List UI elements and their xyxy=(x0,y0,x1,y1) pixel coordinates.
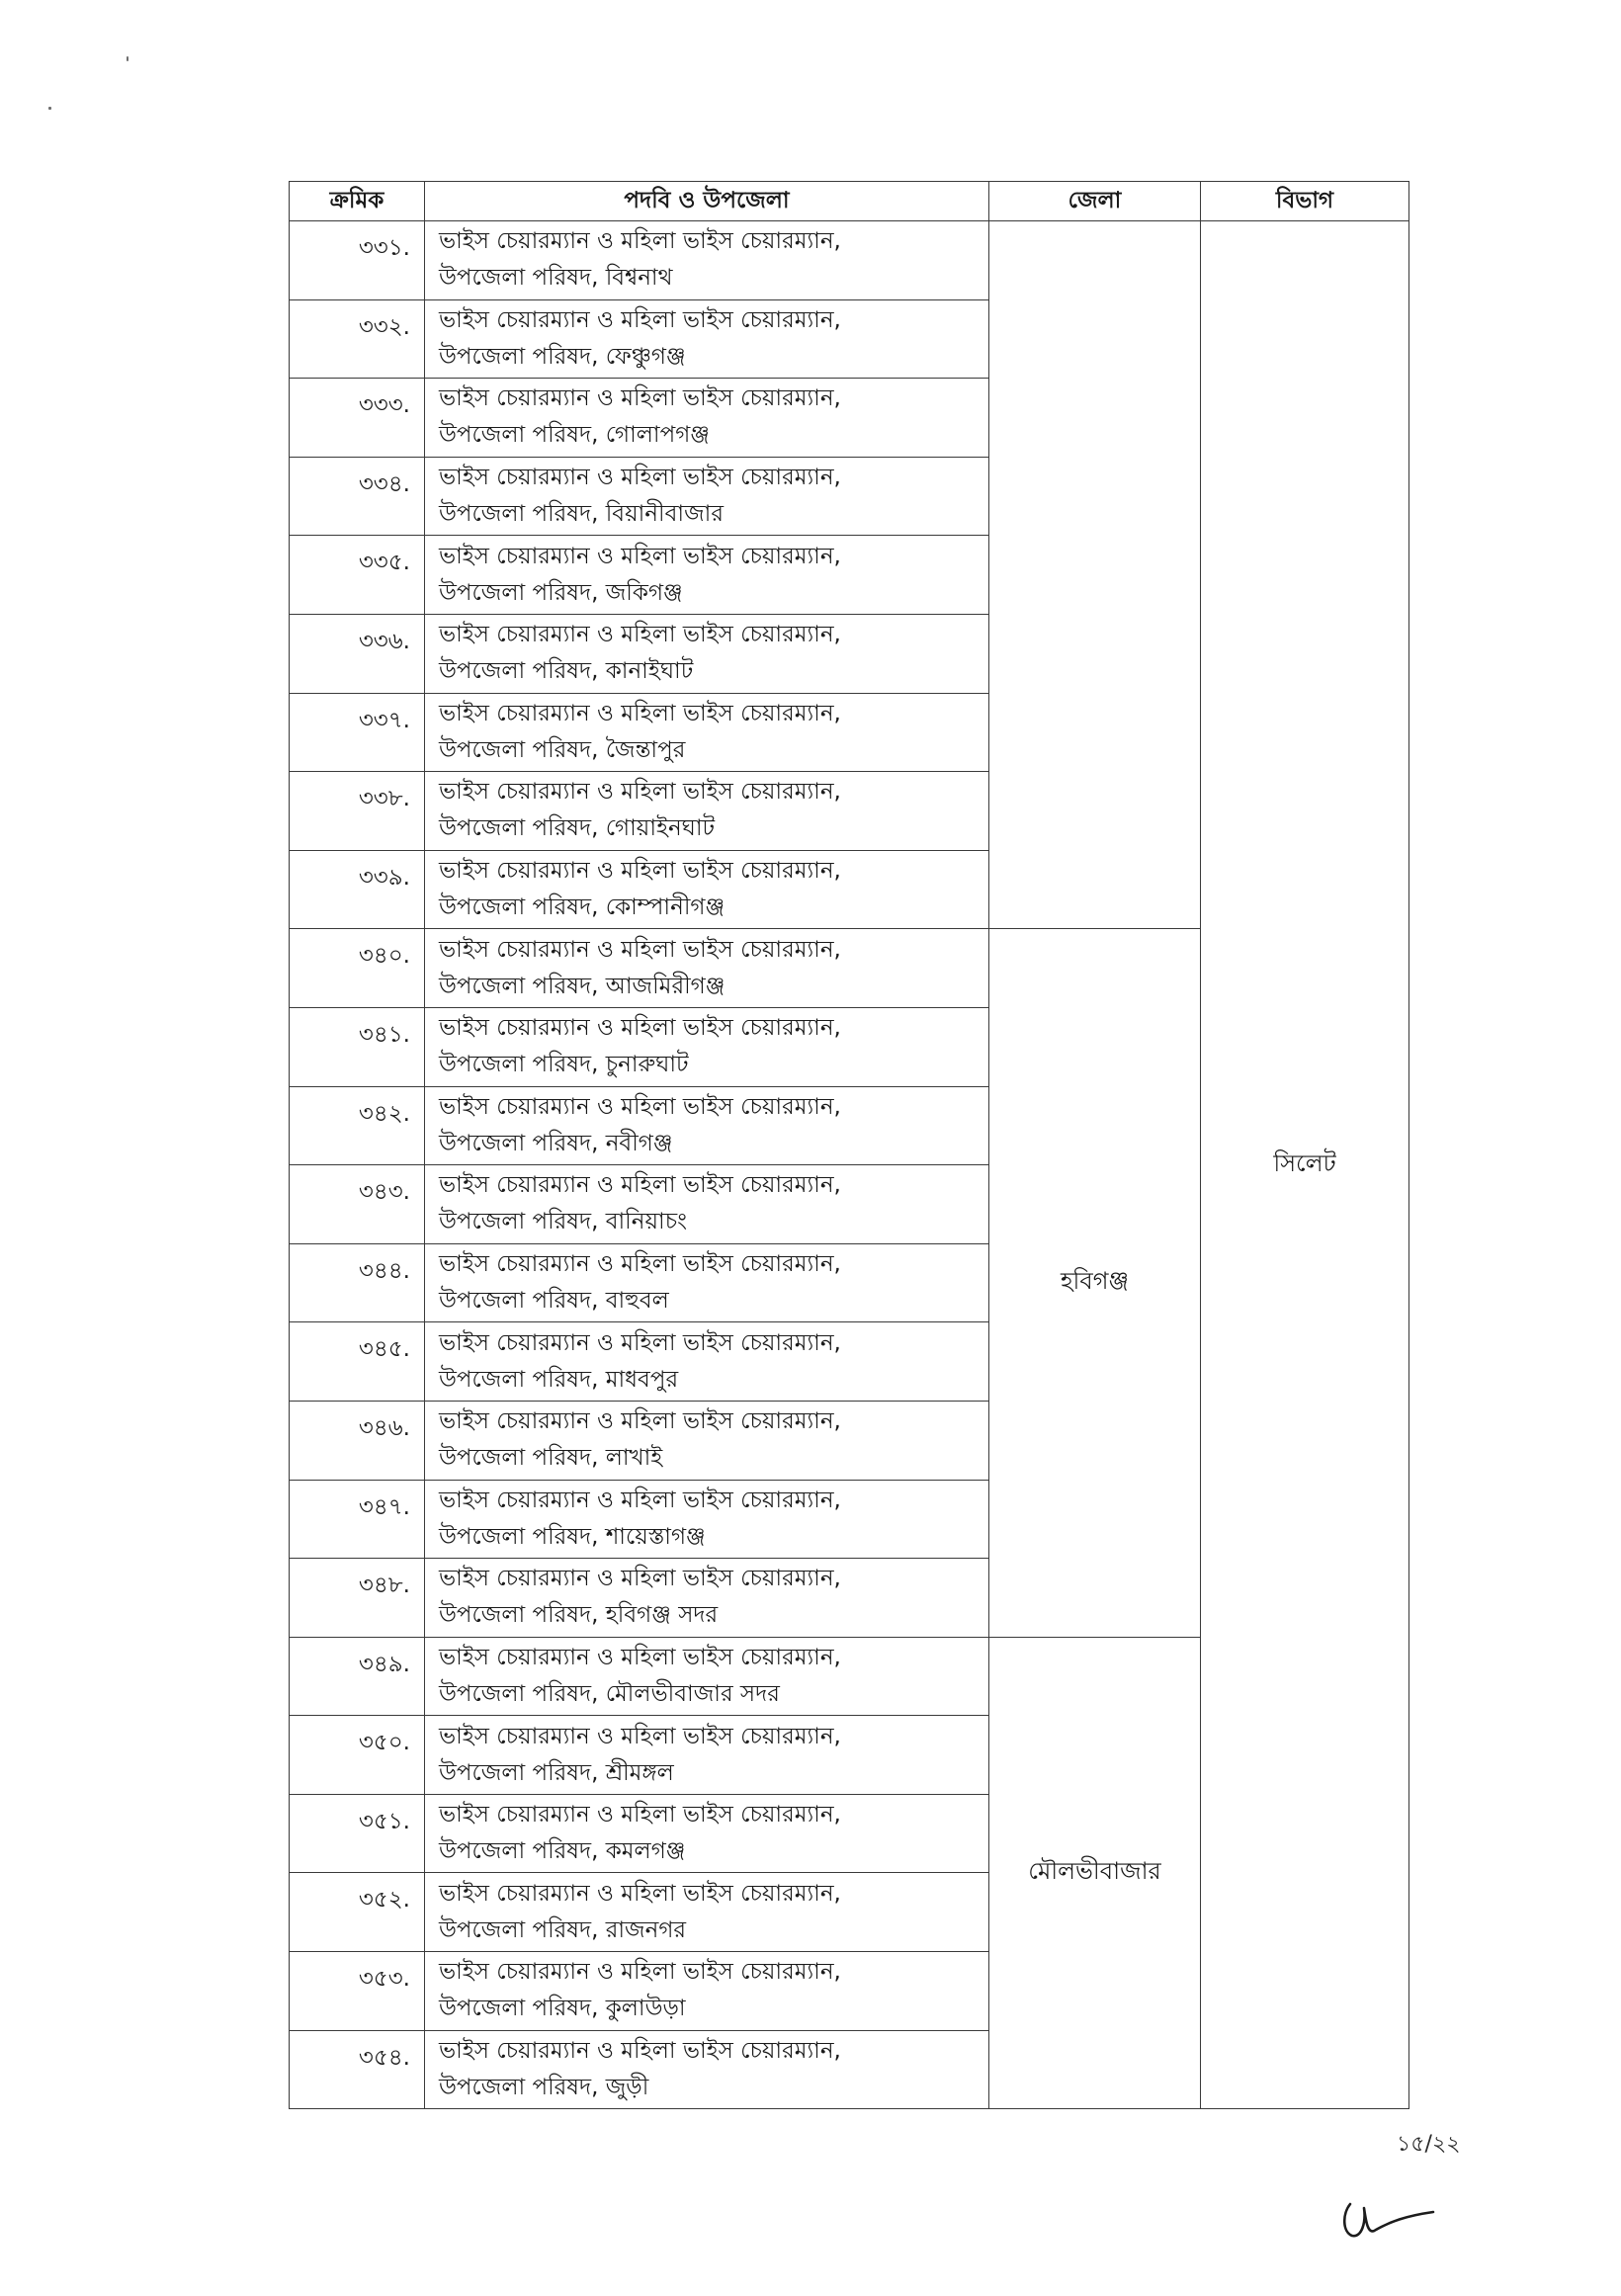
upazila-post-table xyxy=(289,181,1409,2109)
serial-cell: ৩৪৫. xyxy=(290,1322,425,1402)
scan-speck xyxy=(127,56,128,61)
post-title: ভাইস চেয়ারম্যান ও মহিলা ভাইস চেয়ারম্যান, xyxy=(439,385,841,412)
post-title: ভাইস চেয়ারম্যান ও মহিলা ভাইস চেয়ারম্যান, xyxy=(439,1723,841,1749)
upazila-name: উপজেলা পরিষদ, শ্রীমঙ্গল xyxy=(439,1759,674,1786)
serial-cell: ৩৩২. xyxy=(290,299,425,379)
post-cell xyxy=(425,772,989,851)
upazila-name: উপজেলা পরিষদ, গোয়াইনঘাট xyxy=(439,815,716,842)
header-division: বিভাগ xyxy=(1201,182,1409,221)
post-title: ভাইস চেয়ারম্যান ও মহিলা ভাইস চেয়ারম্যান, xyxy=(439,700,841,726)
serial-cell: ৩৩৯. xyxy=(290,850,425,929)
post-title: ভাইস চেয়ারম্যান ও মহিলা ভাইস চেয়ারম্যান, xyxy=(439,1329,841,1356)
header-post-upazila: পদবি ও উপজেলা xyxy=(425,182,989,221)
post-title: ভাইস চেয়ারম্যান ও মহিলা ভাইস চেয়ারম্যান, xyxy=(439,858,841,885)
serial-cell: ৩৪৭. xyxy=(290,1480,425,1559)
upazila-name: উপজেলা পরিষদ, কোম্পানীগঞ্জ xyxy=(439,894,725,921)
upazila-name: উপজেলা পরিষদ, জুড়ী xyxy=(439,2074,649,2100)
upazila-name: উপজেলা পরিষদ, ফেঞ্চুগঞ্জ xyxy=(439,343,686,370)
post-cell xyxy=(425,2030,989,2109)
upazila-name: উপজেলা পরিষদ, রাজনগর xyxy=(439,1916,687,1943)
upazila-name: উপজেলা পরিষদ, শায়েস্তাগঞ্জ xyxy=(439,1523,706,1550)
serial-cell: ৩৫২. xyxy=(290,1873,425,1952)
post-cell xyxy=(425,1480,989,1559)
upazila-name: উপজেলা পরিষদ, বানিয়াচং xyxy=(439,1209,688,1235)
post-cell xyxy=(425,614,989,693)
post-cell xyxy=(425,1637,989,1716)
post-cell xyxy=(425,1322,989,1402)
post-cell xyxy=(425,299,989,379)
post-cell xyxy=(425,457,989,536)
post-title: ভাইস চেয়ারম্যান ও মহিলা ভাইস চেয়ারম্যান, xyxy=(439,1093,841,1120)
serial-cell: ৩৫৩. xyxy=(290,1952,425,2031)
upazila-name: উপজেলা পরিষদ, কুলাউড়া xyxy=(439,1996,686,2022)
serial-cell: ৩৫০. xyxy=(290,1716,425,1795)
post-cell xyxy=(425,1007,989,1086)
post-cell xyxy=(425,1559,989,1638)
post-title: ভাইস চেয়ারম্যান ও মহিলা ভাইস চেয়ারম্যান, xyxy=(439,1015,841,1042)
post-cell xyxy=(425,1794,989,1873)
scan-speck xyxy=(48,107,51,110)
district-cell-habiganj: হবিগঞ্জ xyxy=(989,929,1201,1637)
serial-cell: ৩৫১. xyxy=(290,1794,425,1873)
post-cell xyxy=(425,379,989,458)
upazila-name: উপজেলা পরিষদ, মাধবপুর xyxy=(439,1366,679,1393)
serial-cell: ৩৩১. xyxy=(290,221,425,300)
serial-cell: ৩৪১. xyxy=(290,1007,425,1086)
serial-cell: ৩৩৪. xyxy=(290,457,425,536)
upazila-name: উপজেলা পরিষদ, বিয়ানীবাজার xyxy=(439,501,724,528)
post-cell xyxy=(425,1165,989,1244)
table-header-row xyxy=(290,182,1409,221)
post-title: ভাইস চেয়ারম্যান ও মহিলা ভাইস চেয়ারম্যান, xyxy=(439,228,841,255)
post-title: ভাইস চেয়ারম্যান ও মহিলা ভাইস চেয়ারম্যান, xyxy=(439,306,841,333)
post-title: ভাইস চেয়ারম্যান ও মহিলা ভাইস চেয়ারম্যান, xyxy=(439,1880,841,1907)
post-title: ভাইস চেয়ারম্যান ও মহিলা ভাইস চেয়ারম্যান, xyxy=(439,1644,841,1670)
upazila-name: উপজেলা পরিষদ, বিশ্বনাথ xyxy=(439,265,673,292)
post-cell xyxy=(425,1401,989,1480)
serial-cell: ৩৩৩. xyxy=(290,379,425,458)
serial-cell: ৩৪৮. xyxy=(290,1559,425,1638)
upazila-name: উপজেলা পরিষদ, হবিগঞ্জ সদর xyxy=(439,1602,719,1629)
table-row xyxy=(290,221,1409,300)
serial-cell: ৩৪৬. xyxy=(290,1401,425,1480)
upazila-name: উপজেলা পরিষদ, গোলাপগঞ্জ xyxy=(439,422,710,449)
serial-cell: ৩৫৪. xyxy=(290,2030,425,2109)
upazila-name: উপজেলা পরিষদ, কানাইঘাট xyxy=(439,658,694,685)
post-cell xyxy=(425,1243,989,1322)
post-title: ভাইস চেয়ারম্যান ও মহিলা ভাইস চেয়ারম্যান, xyxy=(439,622,841,648)
upazila-name: উপজেলা পরিষদ, মৌলভীবাজার সদর xyxy=(439,1680,780,1707)
post-cell xyxy=(425,1873,989,1952)
district-cell-first xyxy=(989,221,1201,929)
serial-cell: ৩৪৯. xyxy=(290,1637,425,1716)
upazila-name: উপজেলা পরিষদ, বাহুবল xyxy=(439,1288,669,1315)
post-title: ভাইস চেয়ারম্যান ও মহিলা ভাইস চেয়ারম্যান, xyxy=(439,1959,841,1986)
post-title: ভাইস চেয়ারম্যান ও মহিলা ভাইস চেয়ারম্যান, xyxy=(439,1408,841,1435)
serial-cell: ৩৪২. xyxy=(290,1086,425,1165)
upazila-name: উপজেলা পরিষদ, জকিগঞ্জ xyxy=(439,579,683,606)
post-cell xyxy=(425,536,989,615)
serial-cell: ৩৩৬. xyxy=(290,614,425,693)
post-title: ভাইস চেয়ারম্যান ও মহিলা ভাইস চেয়ারম্যান, xyxy=(439,1802,841,1828)
upazila-name: উপজেলা পরিষদ, নবীগঞ্জ xyxy=(439,1130,673,1156)
post-cell xyxy=(425,1086,989,1165)
post-cell xyxy=(425,693,989,772)
page-number: ১৫/২২ xyxy=(1397,2132,1461,2157)
post-cell xyxy=(425,221,989,300)
post-title: ভাইস চেয়ারম্যান ও মহিলা ভাইস চেয়ারম্যান, xyxy=(439,1487,841,1513)
upazila-name: উপজেলা পরিষদ, কমলগঞ্জ xyxy=(439,1838,686,1865)
post-title: ভাইস চেয়ারম্যান ও মহিলা ভাইস চেয়ারম্যান, xyxy=(439,2037,841,2064)
header-district: জেলা xyxy=(989,182,1201,221)
post-title: ভাইস চেয়ারম্যান ও মহিলা ভাইস চেয়ারম্যান, xyxy=(439,1251,841,1278)
serial-cell: ৩৪৩. xyxy=(290,1165,425,1244)
serial-cell: ৩৩৫. xyxy=(290,536,425,615)
serial-cell: ৩৪৪. xyxy=(290,1243,425,1322)
serial-cell: ৩৪০. xyxy=(290,929,425,1008)
post-title: ভাইস চেয়ারম্যান ও মহিলা ভাইস চেয়ারম্যান, xyxy=(439,936,841,963)
serial-cell: ৩৩৭. xyxy=(290,693,425,772)
upazila-name: উপজেলা পরিষদ, জৈন্তাপুর xyxy=(439,736,686,763)
upazila-name: উপজেলা পরিষদ, চুনারুঘাট xyxy=(439,1052,689,1078)
post-cell xyxy=(425,1716,989,1795)
post-title: ভাইস চেয়ারম্যান ও মহিলা ভাইস চেয়ারম্যান, xyxy=(439,1172,841,1199)
upazila-name: উপজেলা পরিষদ, লাখাই xyxy=(439,1445,663,1472)
post-title: ভাইস চেয়ারম্যান ও মহিলা ভাইস চেয়ারম্যান, xyxy=(439,465,841,491)
post-title: ভাইস চেয়ারম্যান ও মহিলা ভাইস চেয়ারম্যান, xyxy=(439,1566,841,1592)
post-cell xyxy=(425,1952,989,2031)
header-serial: ক্রমিক xyxy=(290,182,425,221)
post-cell xyxy=(425,929,989,1008)
district-cell-moulvibazar: মৌলভীবাজার xyxy=(989,1637,1201,2109)
upazila-name: উপজেলা পরিষদ, আজমিরীগঞ্জ xyxy=(439,973,725,999)
post-title: ভাইস চেয়ারম্যান ও মহিলা ভাইস চেয়ারম্যান, xyxy=(439,779,841,806)
signature xyxy=(1334,2192,1443,2244)
serial-cell: ৩৩৮. xyxy=(290,772,425,851)
post-cell xyxy=(425,850,989,929)
division-cell: সিলেট xyxy=(1201,221,1409,2109)
post-title: ভাইস চেয়ারম্যান ও মহিলা ভাইস চেয়ারম্যান, xyxy=(439,543,841,569)
